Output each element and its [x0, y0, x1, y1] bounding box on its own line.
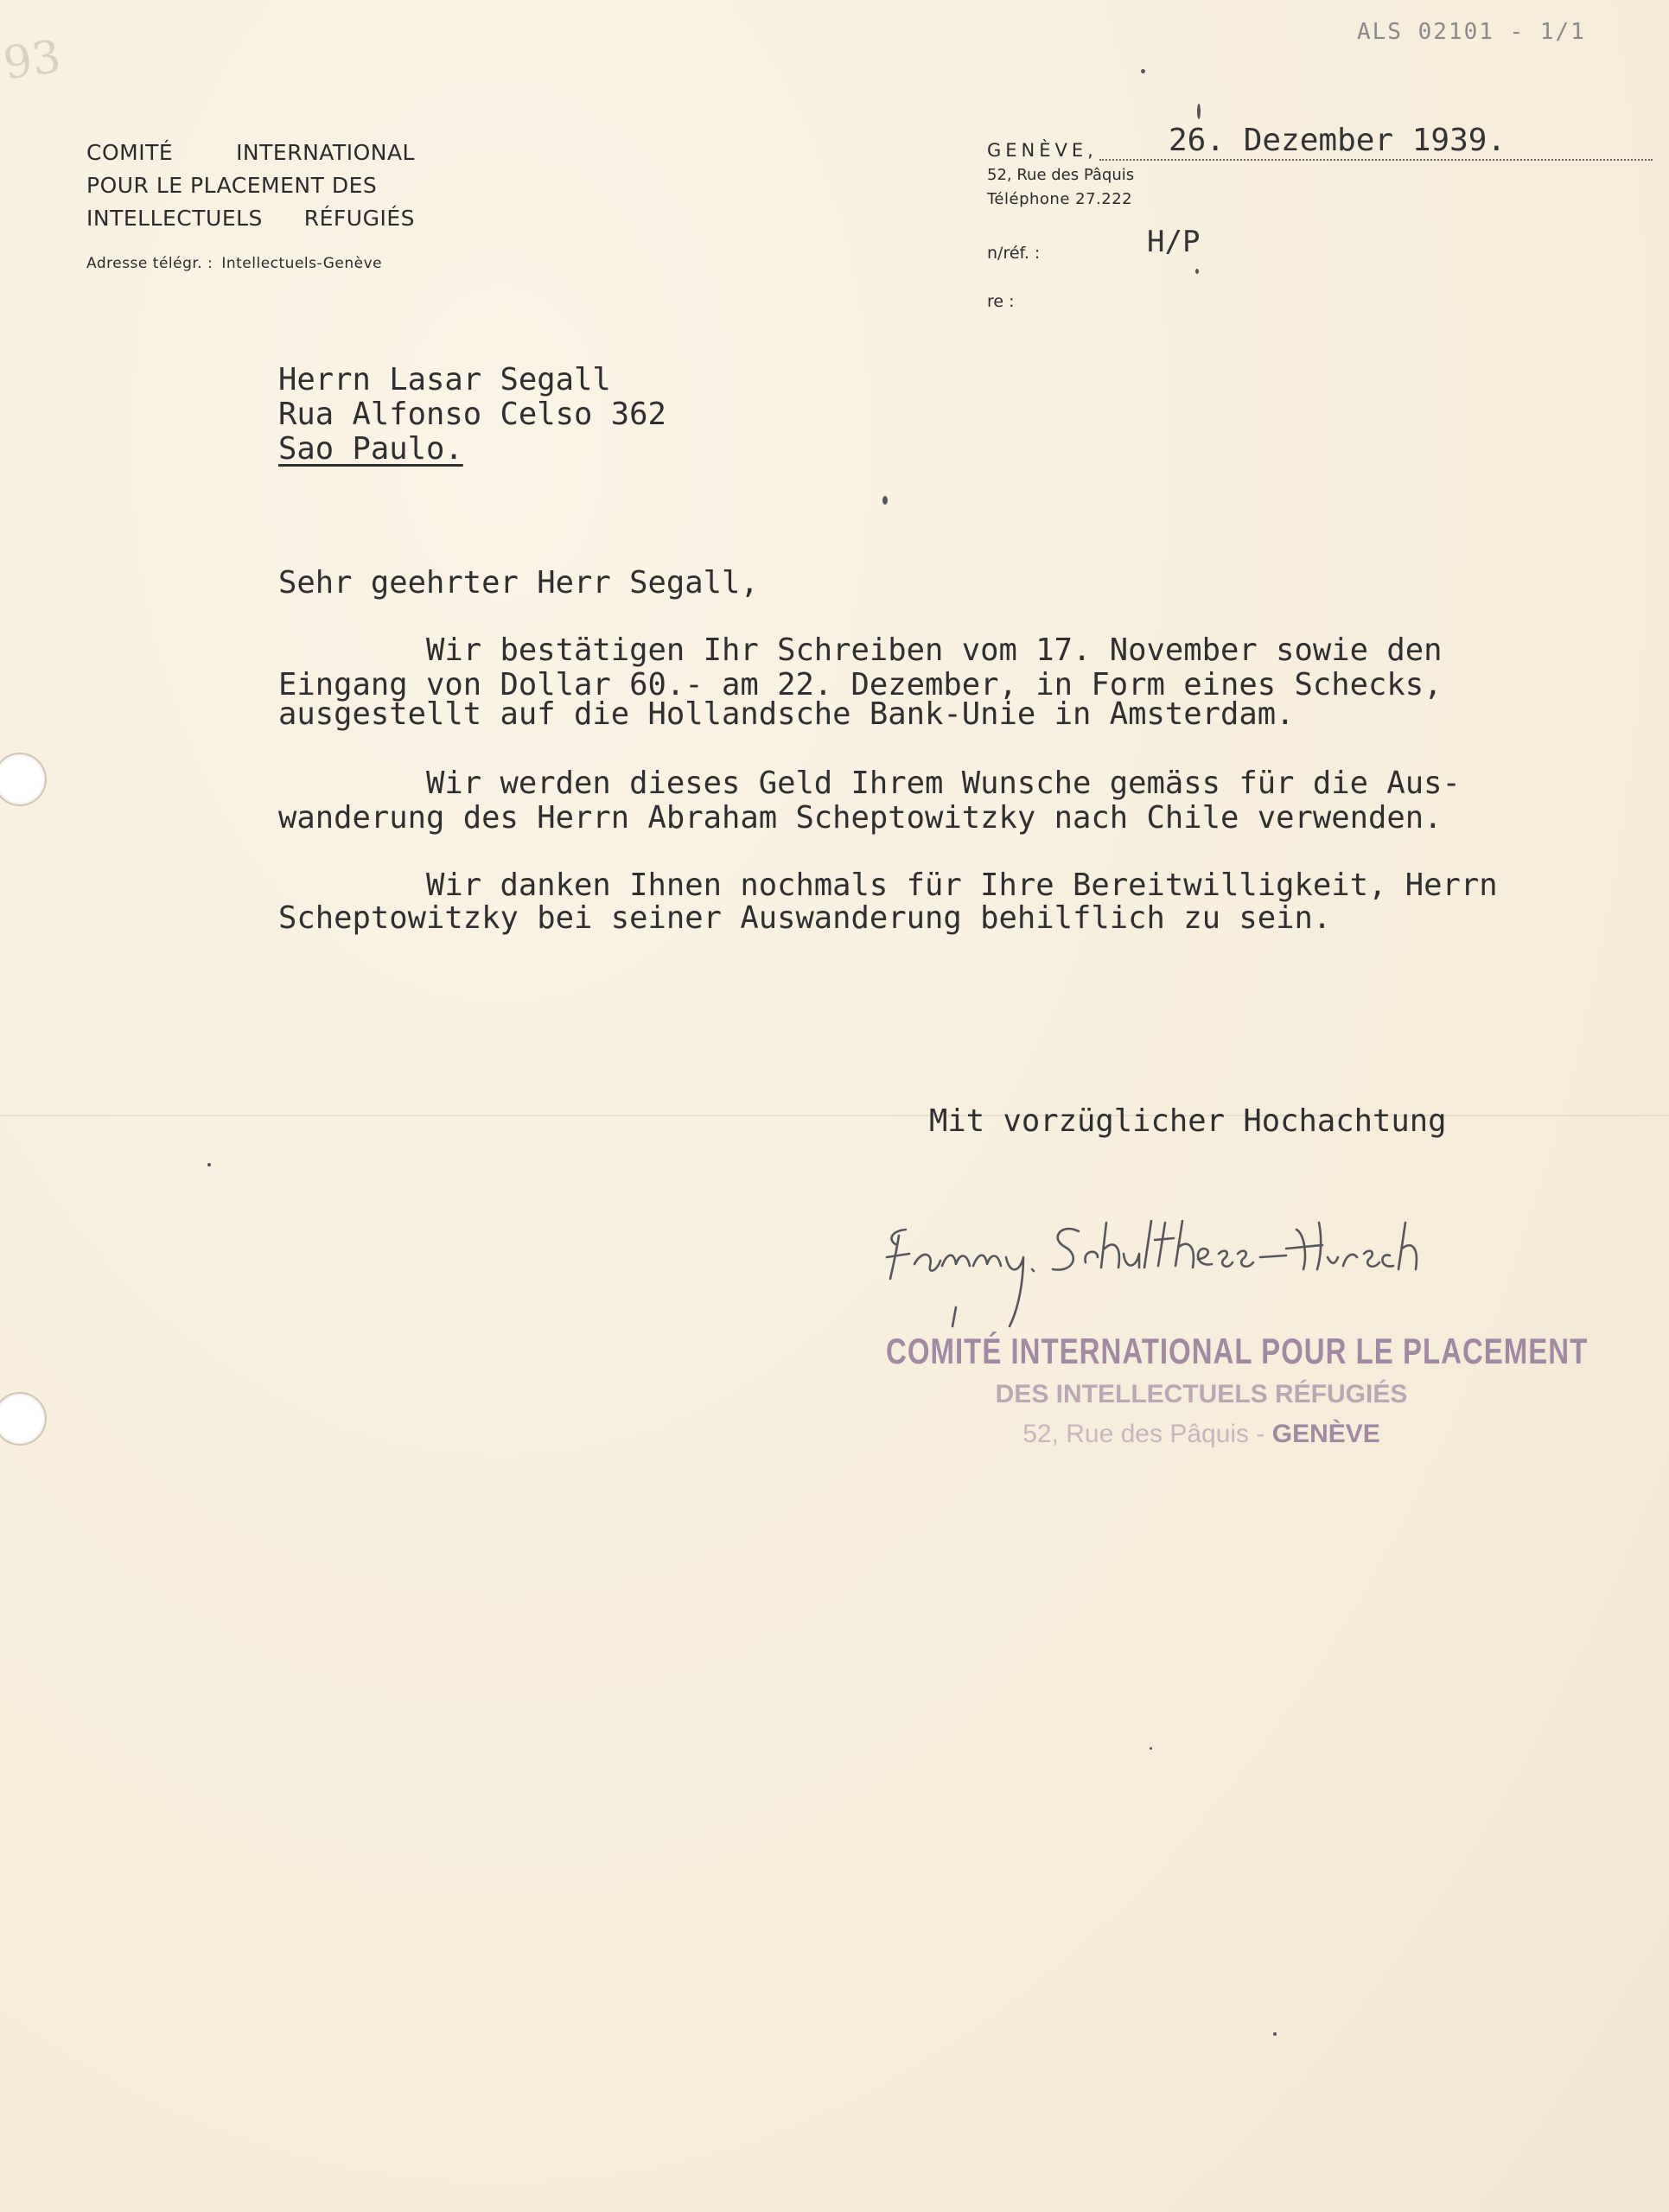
- paragraph-1-line-1: Wir bestätigen Ihr Schreiben vom 17. November sowie den: [278, 632, 1443, 668]
- recipient-line-3: Sao Paulo.: [278, 431, 463, 467]
- stamp-street: 52, Rue des Pâquis -: [1022, 1420, 1265, 1448]
- salutation: Sehr geehrter Herr Segall,: [278, 565, 759, 601]
- paper-speck: [1141, 69, 1145, 73]
- paper-speck: [1195, 269, 1199, 274]
- stamp-line-2: DES INTELLECTUELS RÉFUGIÉS: [995, 1380, 1408, 1408]
- paragraph-3-line-1: Wir danken Ihnen nochmals für Ihre Bereitwilligkeit, Herrn: [278, 868, 1498, 903]
- paragraph-1-line-2: Eingang von Dollar 60.- am 22. Dezember, in Form eines Schecks,: [278, 667, 1443, 702]
- organization-stamp: [886, 1331, 1589, 1465]
- phone-number: Téléphone 27.222: [987, 190, 1133, 208]
- paper-speck: [1197, 104, 1201, 119]
- letter-date: 26. Dezember 1939.: [1169, 123, 1507, 158]
- org-word-intellectuels: INTELLECTUELS: [86, 206, 263, 231]
- re-label: re :: [987, 292, 1015, 311]
- date-dotted-line: [1099, 159, 1653, 161]
- recipient-line-1: Herrn Lasar Segall: [278, 362, 611, 397]
- telegraph-value: Intellectuels-Genève: [221, 255, 383, 272]
- paper-speck: [1150, 1747, 1152, 1750]
- org-word-international: INTERNATIONAL: [236, 140, 415, 165]
- stamp-line-1: COMITÉ INTERNATIONAL POUR LE PLACEMENT: [886, 1331, 1589, 1371]
- org-line-2-text: POUR LE PLACEMENT DES: [86, 173, 378, 198]
- reference-value: H/P: [1147, 225, 1201, 259]
- org-line-2: [86, 169, 415, 202]
- archive-reference: ALS 02101 - 1/1: [1357, 19, 1586, 45]
- paper-speck: [882, 496, 888, 505]
- org-word-refugies: RÉFUGIÉS: [303, 206, 415, 231]
- org-line-3: [86, 202, 415, 235]
- telegraph-address: [86, 247, 415, 280]
- org-line-1: [86, 137, 415, 169]
- paragraph-2-line-1: Wir werden dieses Geld Ihrem Wunsche gemäss für die Aus-: [278, 766, 1461, 801]
- telegraph-label: Adresse télégr. :: [86, 255, 213, 272]
- org-word-comite: COMITÉ: [86, 140, 174, 165]
- paper-speck: [207, 1163, 211, 1166]
- punch-hole-top: [0, 753, 47, 806]
- recipient-line-2: Rua Alfonso Celso 362: [278, 397, 666, 432]
- city-label: GENÈVE,: [987, 140, 1098, 161]
- paragraph-2-line-2: wanderung des Herrn Abraham Scheptowitzky nach Chile verwenden.: [278, 800, 1443, 836]
- handwritten-signature: [880, 1197, 1442, 1335]
- punch-hole-bottom: [0, 1392, 47, 1446]
- paragraph-1-line-3: ausgestellt auf die Hollandsche Bank-Unie in Amsterdam.: [278, 696, 1295, 732]
- closing: Mit vorzüglicher Hochachtung: [929, 1103, 1447, 1139]
- street-address: 52, Rue des Pâquis: [987, 166, 1135, 184]
- reference-label: n/réf. :: [987, 244, 1041, 263]
- paper-speck: [1273, 2032, 1277, 2036]
- corner-pencil-number: 93: [0, 30, 65, 91]
- stamp-city: GENÈVE: [1271, 1420, 1380, 1448]
- organization-letterhead: [86, 137, 415, 280]
- paragraph-3-line-2: Scheptowitzky bei seiner Auswanderung behilflich zu sein.: [278, 900, 1332, 936]
- stamp-line-3: [886, 1420, 1517, 1449]
